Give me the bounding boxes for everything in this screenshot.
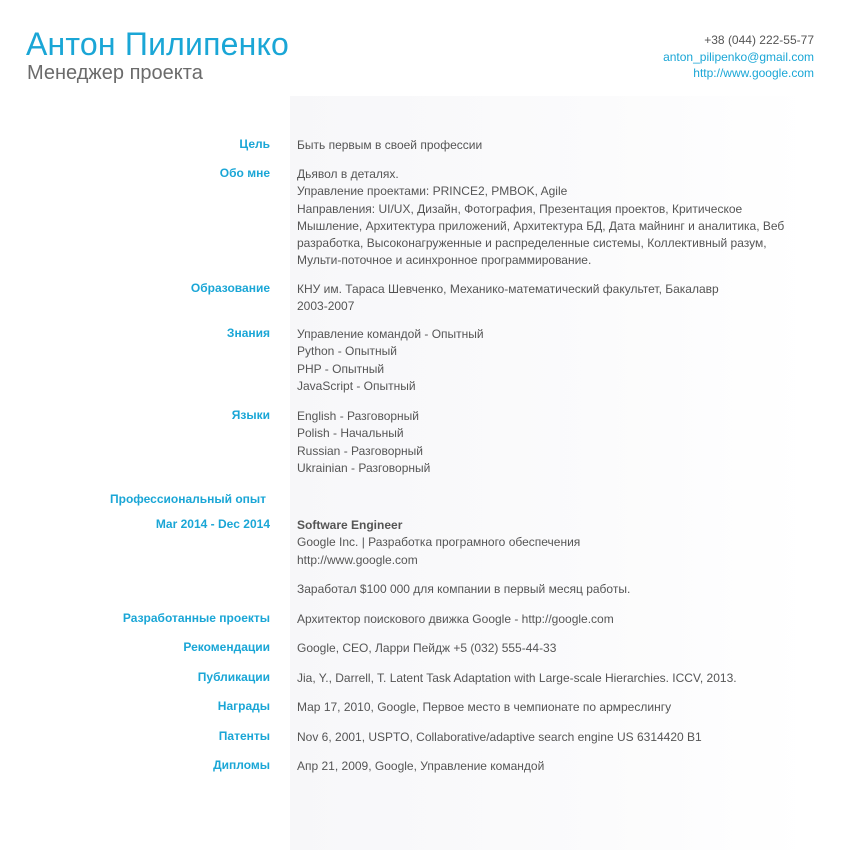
experience-url: http://www.google.com — [297, 552, 418, 567]
goal-text: Быть первым в своей профессии — [297, 138, 483, 152]
section-value — [297, 611, 787, 628]
skill-item: Python - Опытный — [297, 344, 397, 359]
section-label: Награды — [217, 699, 270, 713]
candidate-title: Менеджер проекта — [27, 62, 203, 84]
references-text: Google, CEO, Ларри Пейдж +5 (032) 555-44-33 — [297, 641, 557, 655]
section-value — [297, 758, 787, 775]
language-item: Polish - Начальный — [297, 426, 404, 441]
section-label: Дипломы — [213, 758, 270, 772]
about-line: Направления: UI/UX, Дизайн, Фотография, Презентация проектов, Критическое Мышление, Архитектура приложений, Архитектура БД, Дата майнинг и аналитика, Веб разработка, Высоконагруженные и распределенные системы, Коллективный разум, Мульти-поточное и асинхронное программирование. — [297, 201, 785, 268]
education-line: 2003-2007 — [297, 299, 355, 314]
language-item: English - Разговорный — [297, 409, 419, 423]
section-value — [297, 408, 787, 477]
experience-achievement: Заработал $100 000 для компании в первый месяц работы. — [297, 582, 631, 596]
awards-text: Мар 17, 2010, Google, Первое место в чемпионате по армреслингу — [297, 700, 672, 714]
email-link[interactable]: anton_pilipenko@gmail.com — [663, 49, 814, 64]
experience-period: Mar 2014 - Dec 2014 — [155, 517, 270, 531]
section-label: Цель — [239, 137, 270, 151]
section-value — [297, 699, 787, 716]
section-label: Разработанные проекты — [122, 611, 270, 625]
section-value — [297, 581, 787, 598]
diplomas-text: Апр 21, 2009, Google, Управление командой — [297, 759, 545, 773]
education-line: КНУ им. Тараса Шевченко, Механико-математический факультет, Бакалавр — [297, 282, 719, 296]
section-value — [297, 166, 787, 270]
skill-item: PHP - Опытный — [297, 361, 385, 376]
website-link[interactable]: http://www.google.com — [693, 66, 814, 80]
patents-text: Nov 6, 2001, USPTO, Collaborative/adaptive search engine US 6314420 B1 — [297, 730, 702, 744]
language-item: Ukrainian - Разговорный — [297, 460, 431, 475]
projects-text: Архитектор поискового движка Google - http://google.com — [297, 612, 614, 626]
phone-number: +38 (044) 222-55-77 — [704, 33, 814, 47]
section-value — [297, 326, 787, 395]
experience-company: Google Inc. | Разработка програмного обеспечения — [297, 535, 581, 550]
section-value — [297, 729, 787, 746]
section-label: Языки — [231, 408, 270, 422]
section-value — [297, 137, 787, 154]
section-label: Патенты — [218, 729, 270, 743]
skill-item: JavaScript - Опытный — [297, 378, 416, 393]
section-value — [297, 670, 787, 687]
publications-text: Jia, Y., Darrell, T. Latent Task Adaptation with Large-scale Hierarchies. ICCV, 2013. — [297, 671, 737, 685]
section-value — [297, 281, 787, 316]
section-label: Рекомендации — [183, 640, 270, 654]
section-value — [297, 640, 787, 657]
section-label: Знания — [226, 326, 270, 340]
contact-block — [663, 32, 814, 82]
section-label: Профессиональный опыт — [110, 492, 267, 506]
language-item: Russian - Разговорный — [297, 443, 423, 458]
about-line: Дьявол в деталях. — [297, 167, 399, 181]
experience-position: Software Engineer — [297, 518, 403, 532]
about-line: Управление проектами: PRINCE2, PMBOK, Agile — [297, 184, 568, 199]
section-label: Публикации — [197, 670, 270, 684]
section-label: Образование — [190, 281, 270, 295]
skill-item: Управление командой - Опытный — [297, 327, 484, 341]
section-label: Обо мне — [219, 166, 270, 180]
section-value — [297, 517, 787, 569]
candidate-name: Антон Пилипенко — [26, 26, 290, 62]
